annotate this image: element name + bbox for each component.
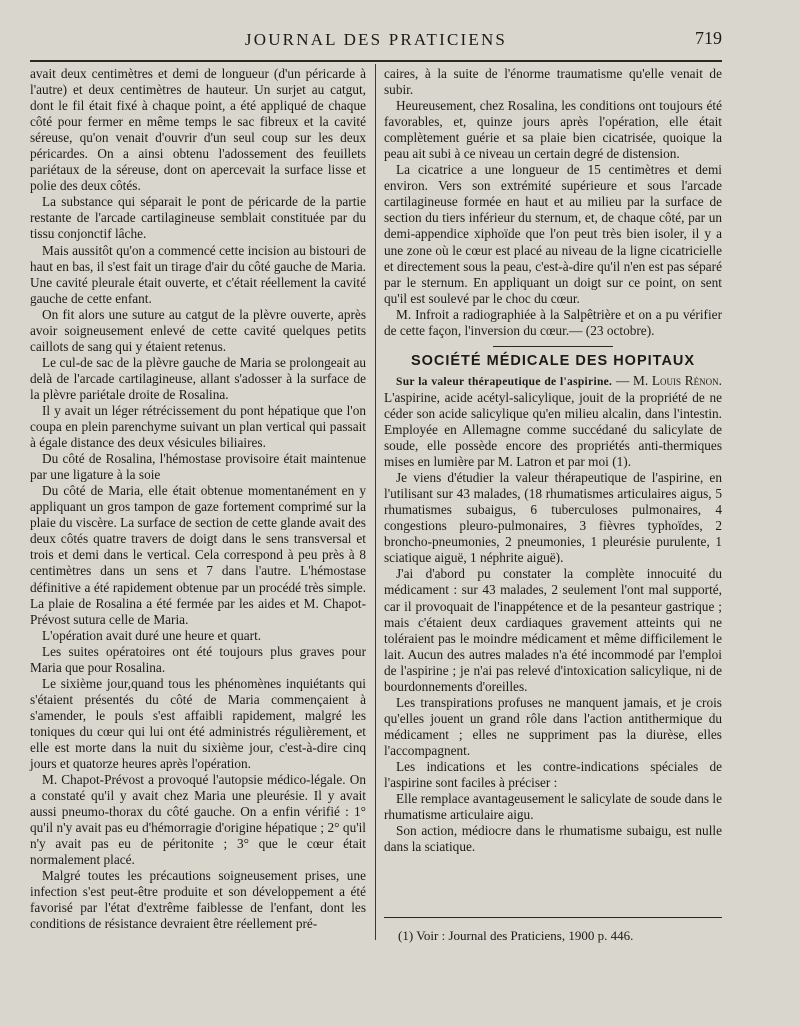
- paragraph: M. Chapot-Prévost a provoqué l'autopsie médico-légale. On a constaté qu'il y avait chez Maria une pleurésie. Il y avait aussi pneumo-thorax du côté gauche. On a enfin vérifié : 1° qu'il n'y avait pas eu d'hémorragie d'origine hépatique ; 2° qu'il n'y avait pas eu de péritonite ; 3° que le cœur était normalement placé.: [30, 772, 366, 868]
- section-rule: [493, 346, 613, 347]
- page-number: 719: [695, 28, 722, 48]
- column-divider: [375, 64, 376, 940]
- paragraph: Les indications et les contre-indications spéciales de l'aspirine sont faciles à préciser :: [384, 758, 722, 791]
- footnote-number: (1): [398, 928, 414, 943]
- paragraph: caires, à la suite de l'énorme traumatisme qu'elle venait de subir.: [384, 66, 722, 98]
- journal-title: JOURNAL DES PRATICIENS: [244, 30, 508, 49]
- right-column: [384, 66, 722, 855]
- paragraph: L'opération avait duré une heure et quart.: [42, 627, 262, 643]
- page-header: [30, 26, 722, 56]
- paragraph: Elle remplace avantageusement le salicylate de soude dans le rhumatisme articulaire aigu.: [384, 791, 722, 823]
- footnote-rule: [384, 917, 722, 918]
- paragraph: Le sixième jour,quand tous les phénomènes inquiétants qui s'étaient présentés du côté de Maria commençaient à s'amender, le pouls s'est affaibli rapidement, malgré les toniques du cœur qui lui ont été administrés régulièrement, et elle est morte dans la nuit du sixième jour, c'est-à-dire cinq jours et quatorze heures après l'opération.: [30, 675, 366, 772]
- paragraph: La substance qui séparait le pont de péricarde de la partie restante de l'arcade cartilagineuse semblait constituée par du tissu conjonctif lâche.: [30, 194, 366, 242]
- paragraph: Les transpirations profuses ne manquent jamais, et je crois qu'elles jouent un grand rôle dans l'action antithermique du médicament ; elles ne suppriment pas la diurèse, elles l'accompagnent.: [384, 694, 722, 758]
- section-title: SOCIÉTÉ MÉDICALE DES HOPITAUX: [410, 352, 696, 369]
- paragraph: Le cul-de sac de la plèvre gauche de Maria se prolongeait au delà de l'arcade cartilagineuse, allant s'adosser à la surface de la plèvre pariétale droite de Rosalina.: [30, 354, 366, 402]
- footnote: [384, 928, 722, 944]
- footnote-text: Voir : Journal des Praticiens, 1900 p. 446.: [416, 928, 634, 943]
- paragraph: Malgré toutes les précautions soigneusement prises, une infection s'est peut-être produite et son développement a été favorisé par l'état d'extrême faiblesse de l'enfant, dont les conditions de résistance devraient être réellement pré-: [30, 868, 366, 932]
- item-text: L'aspirine, acide acétyl-salicylique, jouit de la propriété de ne céder son acide salicylique qu'en milieu alcalin, dans l'intestin. Employée en Allemagne comme succédané du salicylate de soude, elle possède encore des propriétés anti-thermiques mises en lumière par M. Latron et par moi (1).: [384, 389, 722, 470]
- paragraph: On fit alors une suture au catgut de la plèvre ouverte, après avoir soigneusement enlevé de cette cavité quelques petits caillots de sang qui y étaient retenus.: [30, 306, 366, 354]
- header-rule: [30, 60, 722, 62]
- paragraph: Son action, médiocre dans le rhumatisme subaigu, est nulle dans la sciatique.: [384, 823, 722, 855]
- left-column: [30, 66, 366, 933]
- paragraph: Heureusement, chez Rosalina, les conditions ont toujours été favorables, et, quinze jours après l'opération, elle était complètement guérie et sa plaie bien cicatrisée, quoique la peau ait subi à ce niveau un certain degré de distension.: [384, 98, 722, 162]
- paragraph: M. Infroit a radiographiée à la Salpêtrière et on a pu vérifier de cette façon, l'inversion du cœur.— (23 octobre).: [384, 306, 722, 338]
- item-author: M. Louis Rénon.: [633, 372, 722, 388]
- paragraph: avait deux centimètres et demi de longueur (d'un péricarde à l'autre) et deux centimètres de hauteur. Un surjet au catgut, dont le fil était fixé à chaque point, a été appliqué de chaque côté pour fermer en même temps le sac fibreux et la cavité séreuse, qu'on venait d'ouvrir d'un seul coup sur les deux péricardes. On a ainsi obtenu l'adossement des feuillets pariétaux de la séreuse, dont on apercevait la surface lisse et polie des deux côtés.: [30, 66, 366, 194]
- item-title: Sur la valeur thérapeutique de l'aspirine.: [396, 375, 613, 388]
- paragraph: Les suites opératoires ont été toujours plus graves pour Maria que pour Rosalina.: [30, 643, 366, 675]
- paragraph: Il y avait un léger rétrécissement du pont hépatique que l'on coupa en plein parenchyme suivant un plan vertical qui passait à égale distance des deux vésicules biliaires.: [30, 402, 366, 451]
- paragraph: Je viens d'étudier la valeur thérapeutique de l'aspirine, en l'utilisant sur 43 malades, (18 rhumatismes articulaires aigus, 5 rhumatismes subaigus, 6 tuberculoses pulmonaires, 4 congestions pleuro-pulmonaires, 3 fièvres typhoïdes, 2 broncho-pneumonies, 2 pneumonies, 1 pleurésie purulente, 1 sciatique aiguë, 1 néphrite aiguë).: [384, 470, 722, 566]
- paragraph: J'ai d'abord pu constater la complète innocuité du médicament : sur 43 malades, 2 seulement l'ont mal supporté, car il provoquait de l'inappétence et de la pesanteur gastrique ; mais c'étaient deux cardiaques gravement atteints qui ne toléraient pas le moindre médicament et même difficilement le lait. Aucun des autres malades n'a été incommodé par l'emploi de l'aspirine ; je n'ai pas relevé d'intoxication salicylique, ni de bourdonnements d'oreilles.: [384, 566, 722, 694]
- paragraph: Du côté de Rosalina, l'hémostase provisoire était maintenue par une ligature à la soie: [30, 451, 366, 483]
- paragraph: Du côté de Maria, elle était obtenue momentanément en y appliquant un gros tampon de gaze fortement comprimé sur la plaie du viscère. La surface de section de cette glande avait des deux côtés quatre travers de doigt dans le sens transversal et trois et demi dans le vertical. Cela correspond à peu près à 8 centimètres dans un sens et 7 dans l'autre. L'hémostase définitive a été rapidement obtenue par un procédé très simple. La plaie de Rosalina a été fermée par les aides et M. Chapot-Prévost sutura celle de Maria.: [30, 483, 366, 627]
- paragraph: La cicatrice a une longueur de 15 centimètres et demi environ. Vers son extrémité supérieure et sous l'arcade cartilagineuse formée en haut et au milieu par la surface de section du tiers inférieur du sternum, et, de chaque côté, par un demi-appendice xiphoïde que l'on peut très bien isoler, il y a une zone où le cœur est placé au niveau de la ligne cicatricielle et directement sous la peau, c'est-à-dire qu'il n'en est pas séparé par le sternum. En appliquant un doigt sur ce point, on sent qu'il est soulevé par le choc du cœur.: [384, 162, 722, 306]
- paragraph: Mais aussitôt qu'on a commencé cette incision au bistouri de haut en bas, il s'est fait un tirage d'air du côté gauche de Maria. Une cavité pleurale était ouverte, et c'était réellement la cavité gauche de cette enfant.: [30, 242, 366, 306]
- section-item: Sur la valeur thérapeutique de l'aspirine. — M. Louis Rénon. L'aspirine, acide acétyl-salicylique, jouit de la propriété de ne céder son acide salicylique qu'en milieu alcalin, dans l'intestin. Employée en Allemagne comme succédané du salicylate de soude, elle possède encore des propriétés anti-thermiques mises en lumière par M. Latron et par moi (1).: [384, 372, 722, 470]
